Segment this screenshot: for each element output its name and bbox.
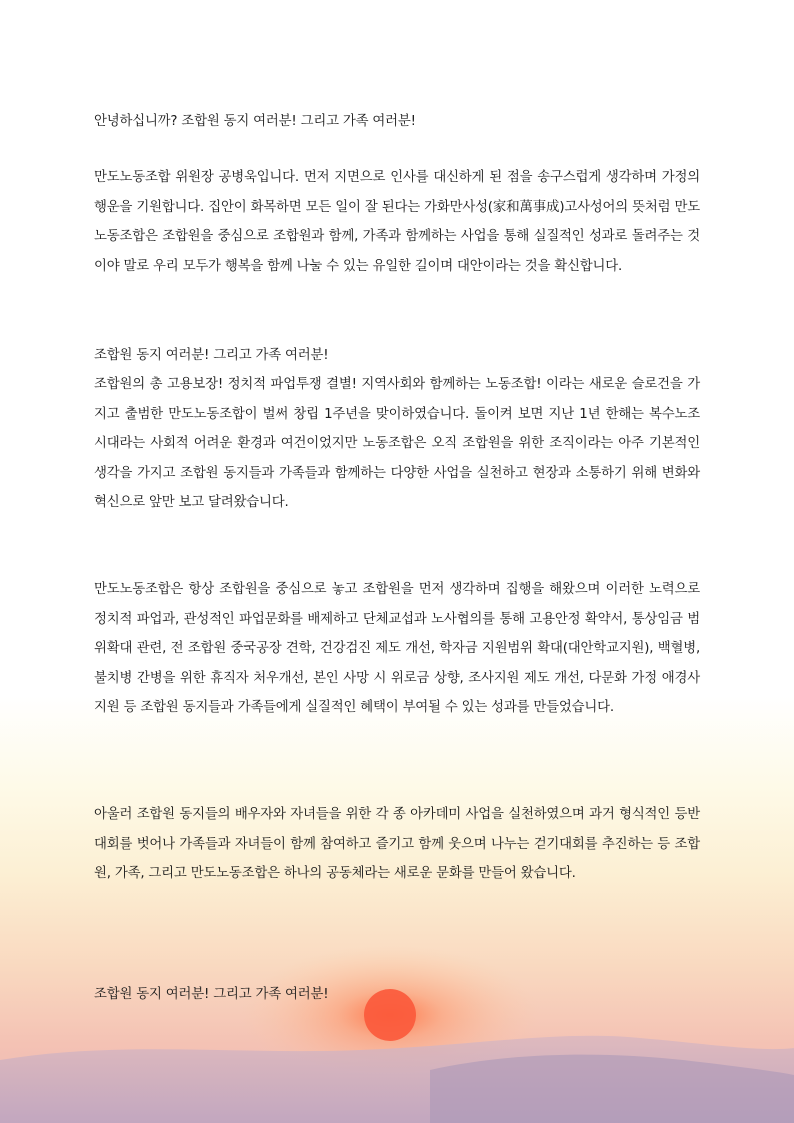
paragraph-4: 아울러 조합원 동지들의 배우자와 자녀들을 위한 각 종 아카데미 사업을 실천하였으며 과거 형식적인 등반대회를 벗어나 가족들과 자녀들이 함께 참여하고 즐기고 함께 웃으며 나누는 걷기대회를 추진하는 등 조합원, 가족, 그리고 만도노동조합은 하나의 공동체라는 새로운 문화를 만들어 왔습니다.: [94, 807, 700, 882]
paragraph-1: 만도노동조합 위원장 공병욱입니다. 먼저 지면으로 인사를 대신하게 된 점을 송구스럽게 생각하며 가정의 행운을 기원합니다. 집안이 화목하면 모든 일이 잘 된다는 가화만사성(家和萬事成)고사성어의 뜻처럼 만도노동조합은 조합원을 중심으로 조합원과 함께, 가족과 함께하는 사업을 통해 실질적인 성과로 돌려주는 것이야 말로 우리 모두가 행복을 함께 나눌 수 있는 유일한 길이며 대안이라는 것을 확신합니다.: [94, 170, 700, 274]
greeting-line: 안녕하십니까? 조합원 동지 여러분! 그리고 가족 여러분!: [94, 114, 416, 129]
salutation-line-2: 조합원 동지 여러분! 그리고 가족 여러분!: [94, 348, 329, 363]
paragraph-2: 조합원의 총 고용보장! 정치적 파업투쟁 결별! 지역사회와 함께하는 노동조합! 이라는 새로운 슬로건을 가지고 출범한 만도노동조합이 벌써 창립 1주년을 맞이하였습니다. 돌이켜 보면 지난 1년 한해는 복수노조 시대라는 사회적 어려운 환경과 여건이었지만 노동조합은 오직 조합원을 위한 조직이라는 아주 기본적인 생각을 가지고 조합원 동지들과 가족들과 함께하는 다양한 사업을 실천하고 현장과 소통하기 위해 변화와 혁신으로 앞만 보고 달려왔습니다.: [94, 377, 700, 511]
salutation-line-3: 조합원 동지 여러분! 그리고 가족 여러분!: [94, 987, 329, 1002]
paragraph-3: 만도노동조합은 항상 조합원을 중심으로 놓고 조합원을 먼저 생각하며 집행을 해왔으며 이러한 노력으로 정치적 파업과, 관성적인 파업문화를 배제하고 단체교섭과 노사협의를 통해 고용안정 확약서, 통상임금 범위확대 관련, 전 조합원 중국공장 견학, 건강검진 제도 개선, 학자금 지원범위 확대(대안학교지원), 백혈병, 불치병 간병을 위한 휴직자 처우개선, 본인 사망 시 위로금 상향, 조사지원 제도 개선, 다문화 가정 애경사 지원 등 조합원 동지들과 가족들에게 실질적인 혜택이 부여될 수 있는 성과를 만들었습니다.: [94, 582, 700, 716]
